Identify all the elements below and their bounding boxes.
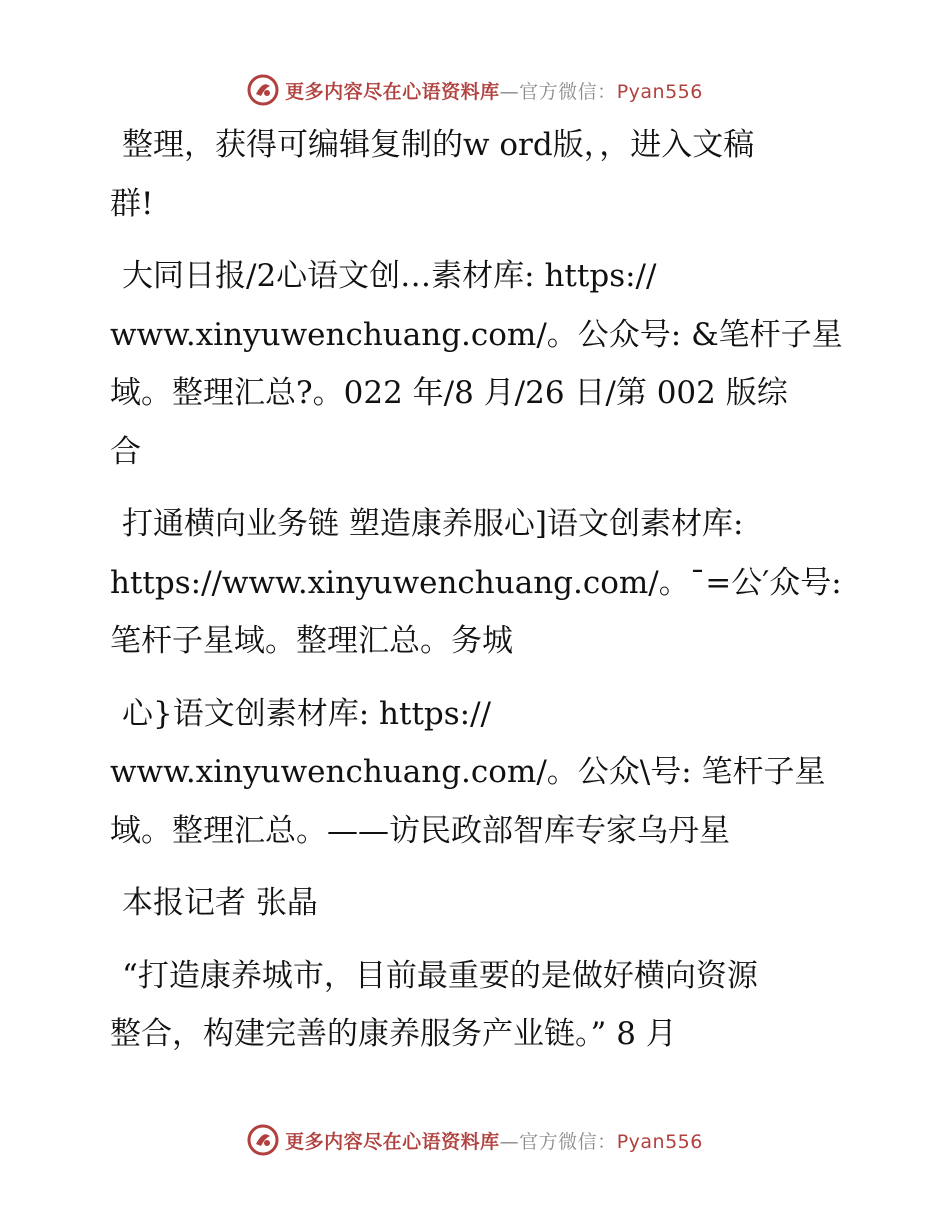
banner-main-text: 更多内容尽在心语资料库 [285, 1130, 500, 1153]
text-line: 群! [110, 185, 154, 222]
banner-main-text: 更多内容尽在心语资料库 [285, 80, 500, 103]
banner-dash: — [499, 1130, 520, 1153]
paragraph [98, 685, 858, 861]
byline-paragraph [98, 874, 858, 933]
footer-banner [0, 1120, 950, 1160]
paragraph [98, 247, 858, 481]
paragraph [98, 495, 858, 671]
banner-wechat-id: Pyan556 [616, 1130, 703, 1153]
header-banner [0, 70, 950, 110]
text-line: 大同日报/2心语文创…素材库: https:// [122, 258, 657, 294]
banner-dash: — [499, 80, 520, 103]
text-line: 整理，获得可编辑复制的w ord版，，进入文稿 [122, 127, 755, 163]
banner-wechat-label: 官方微信： [519, 80, 617, 103]
banner-text [285, 1127, 703, 1154]
banner-content [247, 1124, 703, 1156]
text-line: 打通横向业务链 塑造康养服心]语文创素材库: [122, 506, 744, 542]
text-line: 心}语文创素材库: https:// [122, 695, 491, 732]
text-line: https://www.xinyuwenchuang.com/。¯=公′众号: [110, 564, 842, 601]
text-line: 域。整理汇总?。022 年/8 月/26 日/第 002 版综 [110, 375, 788, 411]
text-line: www.xinyuwenchuang.com/。公众号: &笔杆子星 [110, 316, 843, 353]
banner-wechat-label: 官方微信： [519, 1130, 617, 1153]
banner-content [247, 74, 703, 106]
paragraph [98, 116, 858, 233]
banner-text [285, 77, 703, 104]
text-line: “打造康养城市，目前最重要的是做好横向资源 [122, 957, 758, 994]
text-line: 合 [110, 433, 141, 470]
red-swirl-logo-icon [247, 74, 279, 106]
document-body [98, 116, 858, 1064]
paragraph [98, 947, 858, 1064]
byline: 本报记者 张晶 [122, 885, 318, 921]
text-line: 笔杆子星域。整理汇总。务城 [110, 623, 513, 659]
text-line: 域。整理汇总。——访民政部智库专家乌丹星 [110, 812, 730, 849]
text-line: www.xinyuwenchuang.com/。公众\号: 笔杆子星 [110, 754, 826, 790]
text-line: 整合，构建完善的康养服务产业链。” 8 月 [110, 1016, 677, 1052]
red-swirl-logo-icon [247, 1124, 279, 1156]
banner-wechat-id: Pyan556 [616, 80, 703, 103]
